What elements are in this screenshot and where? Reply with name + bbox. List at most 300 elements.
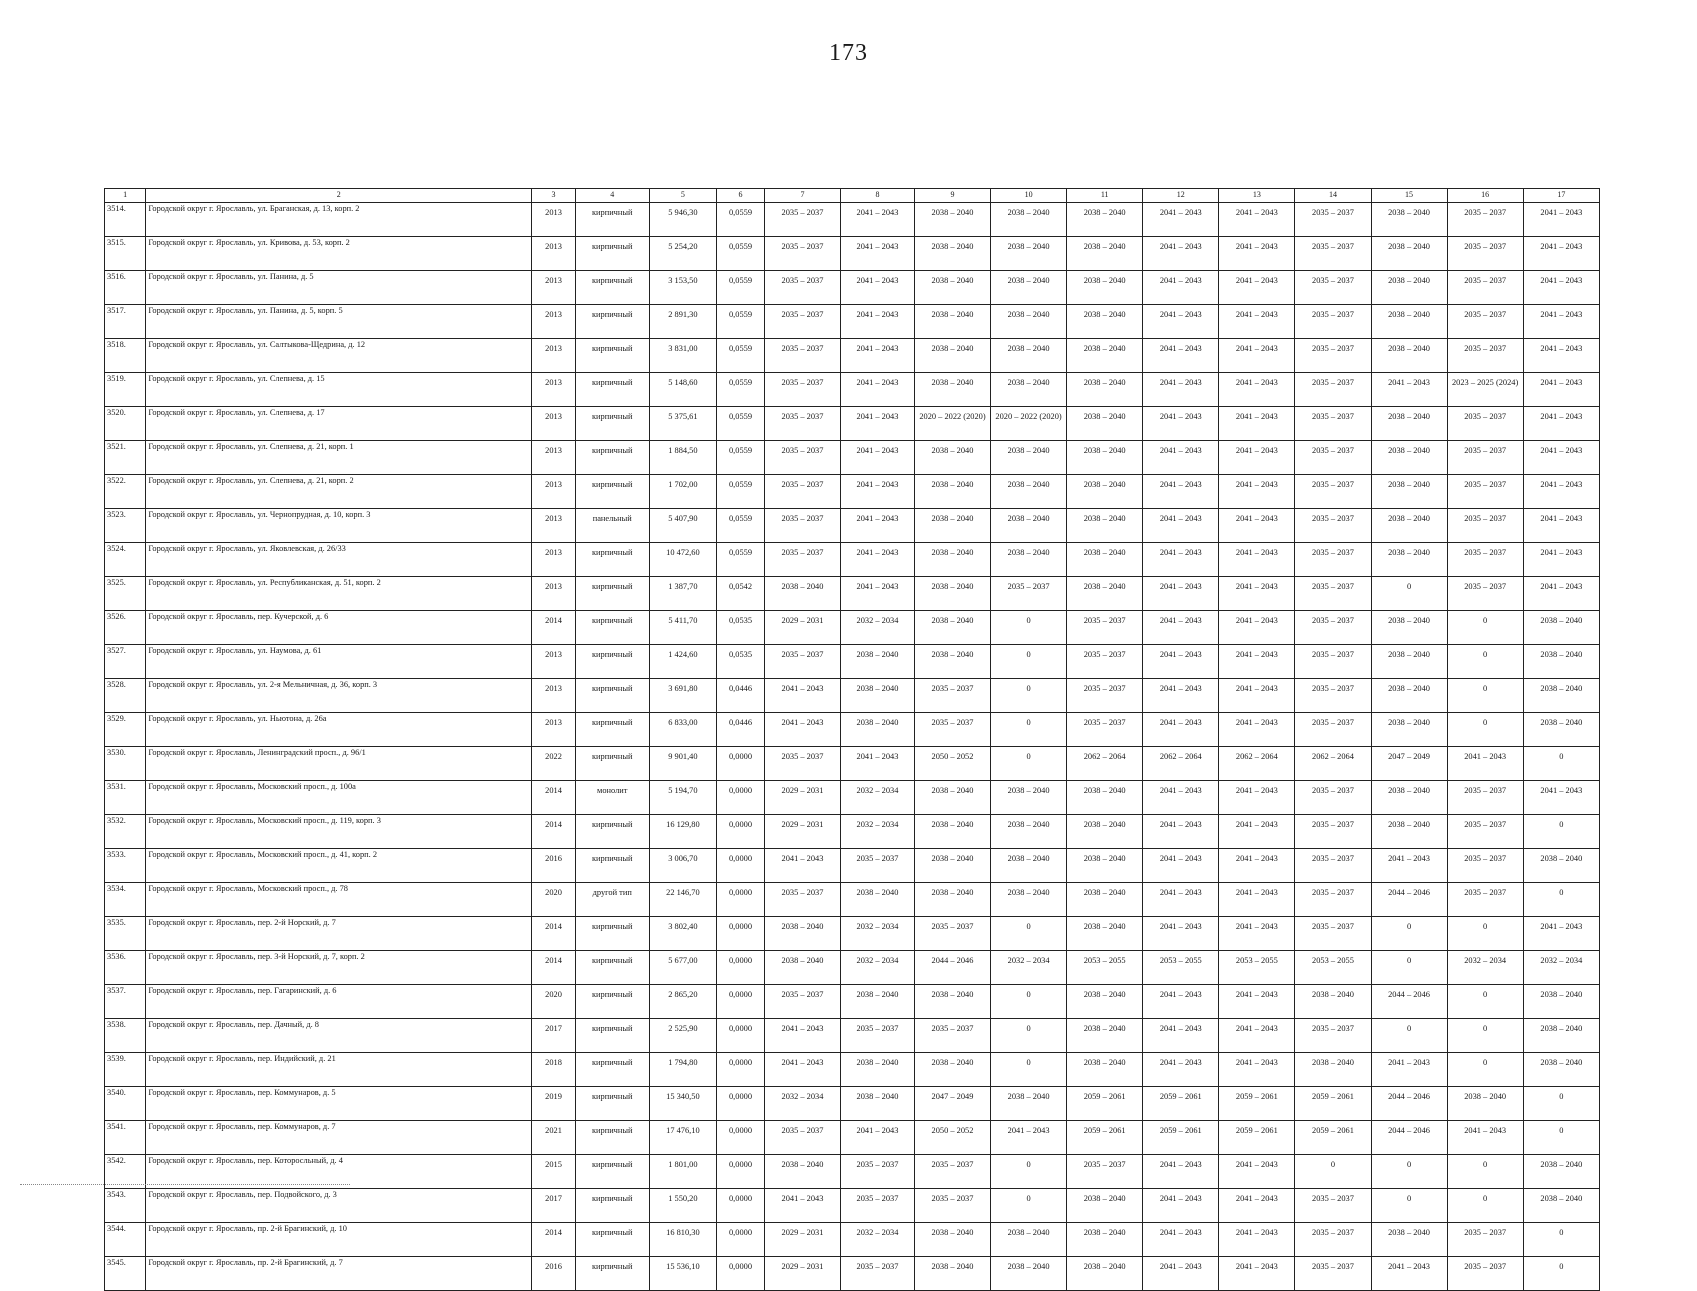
table-cell: 2021	[532, 1121, 575, 1155]
table-cell: 0,0559	[717, 237, 765, 271]
table-cell: 2038 – 2040	[841, 1053, 915, 1087]
table-row	[105, 271, 1600, 305]
table-cell: 2038 – 2040	[991, 475, 1067, 509]
table-cell: 2035 – 2037	[1447, 271, 1523, 305]
table-cell: 2041 – 2043	[764, 849, 840, 883]
table-cell: 2035 – 2037	[764, 237, 840, 271]
table-cell: 2041 – 2043	[1523, 305, 1599, 339]
address-cell: Городской округ г. Ярославль, Московский просп., д. 41, корп. 2	[146, 849, 532, 883]
table-cell: 2029 – 2031	[764, 611, 840, 645]
row-number-cell: 3523.	[105, 509, 146, 543]
table-cell: 2041 – 2043	[1523, 509, 1599, 543]
table-cell: 0	[1447, 679, 1523, 713]
table-cell: 0	[991, 747, 1067, 781]
row-number-cell: 3539.	[105, 1053, 146, 1087]
table-cell: 2038 – 2040	[914, 883, 990, 917]
table-cell: 2035 – 2037	[764, 883, 840, 917]
table-cell: 2013	[532, 407, 575, 441]
table-cell: 1 424,60	[649, 645, 716, 679]
table-cell: 2038 – 2040	[1067, 543, 1143, 577]
table-cell: 2041 – 2043	[1219, 611, 1295, 645]
table-cell: 2038 – 2040	[1067, 475, 1143, 509]
table-cell: 2038 – 2040	[991, 441, 1067, 475]
table-cell: 2041 – 2043	[1143, 1053, 1219, 1087]
table-cell: 2041 – 2043	[1219, 509, 1295, 543]
table-cell: 2053 – 2055	[1295, 951, 1371, 985]
table-cell: 0	[1447, 1053, 1523, 1087]
table-cell: 2038 – 2040	[914, 339, 990, 373]
table-cell: 2032 – 2034	[841, 781, 915, 815]
table-cell: 2038 – 2040	[914, 237, 990, 271]
table-cell: 0,0000	[717, 747, 765, 781]
address-cell: Городской округ г. Ярославль, Московский просп., д. 100а	[146, 781, 532, 815]
table-cell: 2038 – 2040	[1295, 1053, 1371, 1087]
table-row	[105, 407, 1600, 441]
table-cell: 2041 – 2043	[1523, 271, 1599, 305]
table-cell: 0	[1295, 1155, 1371, 1189]
table-cell: 0	[1523, 1223, 1599, 1257]
table-cell: 2038 – 2040	[1371, 339, 1447, 373]
table-cell: 0,0000	[717, 951, 765, 985]
address-cell: Городской округ г. Ярославль, ул. Панина, д. 5, корп. 5	[146, 305, 532, 339]
address-cell: Городской округ г. Ярославль, Московский просп., д. 78	[146, 883, 532, 917]
address-cell: Городской округ г. Ярославль, пер. Которосльный, д. 4	[146, 1155, 532, 1189]
table-cell: 2038 – 2040	[1067, 305, 1143, 339]
table-cell: 2041 – 2043	[1219, 679, 1295, 713]
table-cell: 0	[1447, 985, 1523, 1019]
table-cell: 0,0446	[717, 679, 765, 713]
table-cell: кирпичный	[575, 577, 649, 611]
table-cell: монолит	[575, 781, 649, 815]
table-cell: 2018	[532, 1053, 575, 1087]
table-cell: 2053 – 2055	[1067, 951, 1143, 985]
table-cell: 2047 – 2049	[914, 1087, 990, 1121]
table-cell: 2014	[532, 1223, 575, 1257]
table-cell: 2035 – 2037	[1447, 305, 1523, 339]
table-cell: 2038 – 2040	[764, 951, 840, 985]
row-number-cell: 3518.	[105, 339, 146, 373]
table-cell: 2 865,20	[649, 985, 716, 1019]
table-cell: 2038 – 2040	[1371, 1223, 1447, 1257]
table-cell: 2041 – 2043	[1219, 1053, 1295, 1087]
table-cell: 2041 – 2043	[1523, 577, 1599, 611]
row-number-cell: 3540.	[105, 1087, 146, 1121]
table-cell: 0,0535	[717, 645, 765, 679]
table-cell: 2016	[532, 849, 575, 883]
address-cell: Городской округ г. Ярославль, пер. Коммунаров, д. 5	[146, 1087, 532, 1121]
table-cell: 2041 – 2043	[841, 543, 915, 577]
table-cell: кирпичный	[575, 815, 649, 849]
table-cell: 2035 – 2037	[764, 509, 840, 543]
table-cell: 2038 – 2040	[991, 1087, 1067, 1121]
table-cell: 2041 – 2043	[1523, 543, 1599, 577]
table-cell: кирпичный	[575, 985, 649, 1019]
table-cell: другой тип	[575, 883, 649, 917]
table-cell: 9 901,40	[649, 747, 716, 781]
column-header-11: 11	[1067, 189, 1143, 203]
row-number-cell: 3538.	[105, 1019, 146, 1053]
table-cell: 2038 – 2040	[1523, 645, 1599, 679]
table-cell: 2041 – 2043	[1143, 339, 1219, 373]
column-header-15: 15	[1371, 189, 1447, 203]
table-body	[105, 203, 1600, 1291]
table-cell: 2035 – 2037	[841, 1189, 915, 1223]
table-cell: кирпичный	[575, 339, 649, 373]
table-cell: 2038 – 2040	[1371, 713, 1447, 747]
address-cell: Городской округ г. Ярославль, ул. Панина, д. 5	[146, 271, 532, 305]
table-cell: 2038 – 2040	[1067, 509, 1143, 543]
table-cell: 1 794,80	[649, 1053, 716, 1087]
table-cell: 2035 – 2037	[1295, 407, 1371, 441]
table-cell: кирпичный	[575, 1223, 649, 1257]
table-cell: 2035 – 2037	[841, 849, 915, 883]
table-cell: 2041 – 2043	[1523, 373, 1599, 407]
row-number-cell: 3525.	[105, 577, 146, 611]
table-cell: 2032 – 2034	[841, 917, 915, 951]
table-cell: 0,0535	[717, 611, 765, 645]
table-cell: кирпичный	[575, 1257, 649, 1291]
table-cell: 2041 – 2043	[841, 373, 915, 407]
column-header-13: 13	[1219, 189, 1295, 203]
table-cell: 2041 – 2043	[1143, 781, 1219, 815]
table-cell: 2038 – 2040	[1067, 271, 1143, 305]
table-row	[105, 985, 1600, 1019]
table-cell: кирпичный	[575, 305, 649, 339]
table-cell: 2035 – 2037	[1447, 1257, 1523, 1291]
table-cell: 2041 – 2043	[1219, 373, 1295, 407]
table-cell: 2035 – 2037	[1295, 373, 1371, 407]
table-row	[105, 849, 1600, 883]
table-cell: 2035 – 2037	[1447, 441, 1523, 475]
table-cell: 2038 – 2040	[991, 883, 1067, 917]
table-cell: 2038 – 2040	[1371, 305, 1447, 339]
table-cell: 2041 – 2043	[841, 203, 915, 237]
table-cell: 0,0000	[717, 1257, 765, 1291]
column-header-6: 6	[717, 189, 765, 203]
table-cell: 2038 – 2040	[1371, 475, 1447, 509]
table-cell: 2038 – 2040	[1067, 339, 1143, 373]
table-cell: 2038 – 2040	[914, 849, 990, 883]
table-cell: 2038 – 2040	[1371, 509, 1447, 543]
table-cell: 2041 – 2043	[1143, 577, 1219, 611]
table-cell: 2035 – 2037	[1447, 1223, 1523, 1257]
table-cell: 5 254,20	[649, 237, 716, 271]
column-header-9: 9	[914, 189, 990, 203]
table-cell: 2038 – 2040	[1067, 849, 1143, 883]
row-number-cell: 3531.	[105, 781, 146, 815]
table-cell: 2020	[532, 985, 575, 1019]
row-number-cell: 3517.	[105, 305, 146, 339]
table-cell: 2038 – 2040	[1067, 917, 1143, 951]
table-cell: 2035 – 2037	[1295, 1189, 1371, 1223]
table-row	[105, 339, 1600, 373]
table-cell: 2041 – 2043	[1143, 509, 1219, 543]
table-cell: 2041 – 2043	[764, 1053, 840, 1087]
table-cell: 2044 – 2046	[1371, 883, 1447, 917]
table-cell: 2032 – 2034	[841, 815, 915, 849]
table-cell: 2035 – 2037	[764, 407, 840, 441]
table-cell: 2038 – 2040	[991, 509, 1067, 543]
table-cell: 2038 – 2040	[1371, 237, 1447, 271]
table-cell: 2038 – 2040	[991, 373, 1067, 407]
table-cell: 2041 – 2043	[1219, 203, 1295, 237]
table-cell: 2013	[532, 441, 575, 475]
table-cell: 2038 – 2040	[1523, 713, 1599, 747]
table-cell: 2013	[532, 645, 575, 679]
table-cell: 2038 – 2040	[841, 1087, 915, 1121]
table-cell: 2038 – 2040	[914, 441, 990, 475]
address-cell: Городской округ г. Ярославль, пер. Дачный, д. 8	[146, 1019, 532, 1053]
table-cell: 5 407,90	[649, 509, 716, 543]
column-header-1: 1	[105, 189, 146, 203]
row-number-cell: 3527.	[105, 645, 146, 679]
table-row	[105, 611, 1600, 645]
table-cell: 2041 – 2043	[1219, 237, 1295, 271]
table-cell: 2041 – 2043	[1219, 1189, 1295, 1223]
table-cell: 2038 – 2040	[991, 815, 1067, 849]
table-cell: 2035 – 2037	[764, 441, 840, 475]
table-cell: 2038 – 2040	[914, 645, 990, 679]
address-cell: Городской округ г. Ярославль, пер. Индийский, д. 21	[146, 1053, 532, 1087]
table-cell: 3 691,80	[649, 679, 716, 713]
table-cell: 2038 – 2040	[914, 611, 990, 645]
table-cell: 2038 – 2040	[764, 1155, 840, 1189]
table-cell: 0	[991, 713, 1067, 747]
table-cell: 2041 – 2043	[1219, 849, 1295, 883]
table-cell: 2041 – 2043	[1219, 1019, 1295, 1053]
table-cell: 0,0542	[717, 577, 765, 611]
table-cell: 0	[991, 679, 1067, 713]
table-cell: 2035 – 2037	[1295, 611, 1371, 645]
table-cell: 2041 – 2043	[1219, 1257, 1295, 1291]
table-row	[105, 747, 1600, 781]
table-cell: 0	[991, 1155, 1067, 1189]
table-cell: 2050 – 2052	[914, 747, 990, 781]
table-cell: 2014	[532, 917, 575, 951]
table-cell: 2035 – 2037	[1295, 917, 1371, 951]
address-cell: Городской округ г. Ярославль, пер. Подвойского, д. 3	[146, 1189, 532, 1223]
table-cell: 2041 – 2043	[1143, 645, 1219, 679]
table-cell: 2038 – 2040	[1523, 1053, 1599, 1087]
table-cell: 2035 – 2037	[841, 1257, 915, 1291]
table-cell: 1 550,20	[649, 1189, 716, 1223]
table-cell: 2038 – 2040	[1523, 1189, 1599, 1223]
table-cell: 2041 – 2043	[764, 1019, 840, 1053]
table-cell: 3 153,50	[649, 271, 716, 305]
table-row	[105, 917, 1600, 951]
row-number-cell: 3521.	[105, 441, 146, 475]
table-cell: 0	[1523, 1087, 1599, 1121]
table-cell: 0,0000	[717, 815, 765, 849]
table-cell: 0	[1371, 1189, 1447, 1223]
table-cell: 2035 – 2037	[764, 1121, 840, 1155]
table-cell: 2038 – 2040	[1523, 611, 1599, 645]
address-cell: Городской округ г. Ярославль, ул. Салтыкова-Щедрина, д. 12	[146, 339, 532, 373]
table-cell: 2041 – 2043	[841, 1121, 915, 1155]
table-row	[105, 1019, 1600, 1053]
row-number-cell: 3528.	[105, 679, 146, 713]
table-row	[105, 543, 1600, 577]
table-cell: 2035 – 2037	[1295, 339, 1371, 373]
row-number-cell: 3534.	[105, 883, 146, 917]
table-cell: 2013	[532, 475, 575, 509]
table-cell: 2041 – 2043	[1143, 407, 1219, 441]
table-cell: кирпичный	[575, 1019, 649, 1053]
address-cell: Городской округ г. Ярославль, пр. 2-й Брагинский, д. 10	[146, 1223, 532, 1257]
table-cell: 2041 – 2043	[1143, 237, 1219, 271]
table-cell: 2059 – 2061	[1143, 1087, 1219, 1121]
table-cell: 2038 – 2040	[841, 713, 915, 747]
page-number: 173	[829, 40, 868, 66]
table-cell: 2013	[532, 203, 575, 237]
table-cell: 2038 – 2040	[764, 917, 840, 951]
table-cell: 16 810,30	[649, 1223, 716, 1257]
table-cell: 2041 – 2043	[764, 1189, 840, 1223]
table-cell: 2038 – 2040	[1447, 1087, 1523, 1121]
table-cell: 2041 – 2043	[1219, 577, 1295, 611]
table-cell: 2035 – 2037	[1295, 475, 1371, 509]
table-cell: 2038 – 2040	[841, 645, 915, 679]
table-cell: 2041 – 2043	[1219, 645, 1295, 679]
table-cell: 2041 – 2043	[1219, 543, 1295, 577]
table-cell: кирпичный	[575, 747, 649, 781]
table-cell: 2041 – 2043	[764, 713, 840, 747]
table-row	[105, 509, 1600, 543]
address-cell: Городской округ г. Ярославль, ул. Республиканская, д. 51, корп. 2	[146, 577, 532, 611]
table-cell: 2038 – 2040	[991, 271, 1067, 305]
table-cell: кирпичный	[575, 1121, 649, 1155]
row-number-cell: 3530.	[105, 747, 146, 781]
table-cell: 2035 – 2037	[914, 679, 990, 713]
table-cell: 2041 – 2043	[1219, 441, 1295, 475]
table-cell: 2038 – 2040	[841, 679, 915, 713]
table-cell: 2016	[532, 1257, 575, 1291]
table-row	[105, 815, 1600, 849]
table-cell: 2041 – 2043	[1219, 1223, 1295, 1257]
table-cell: 2038 – 2040	[991, 203, 1067, 237]
table-cell: 2041 – 2043	[1143, 883, 1219, 917]
table-cell: 2041 – 2043	[841, 747, 915, 781]
table-cell: 2044 – 2046	[1371, 1087, 1447, 1121]
table-cell: 2038 – 2040	[914, 1053, 990, 1087]
address-cell: Городской округ г. Ярославль, ул. Слепнева, д. 15	[146, 373, 532, 407]
row-number-cell: 3522.	[105, 475, 146, 509]
table-cell: 2041 – 2043	[1143, 679, 1219, 713]
table-cell: кирпичный	[575, 951, 649, 985]
table-cell: кирпичный	[575, 543, 649, 577]
table-cell: 2038 – 2040	[1067, 883, 1143, 917]
table-cell: кирпичный	[575, 1189, 649, 1223]
table-cell: 0	[1447, 713, 1523, 747]
table-cell: панельный	[575, 509, 649, 543]
table-cell: 2062 – 2064	[1219, 747, 1295, 781]
table-cell: 2041 – 2043	[1523, 339, 1599, 373]
table-row	[105, 679, 1600, 713]
row-number-cell: 3516.	[105, 271, 146, 305]
table-cell: 2038 – 2040	[1371, 203, 1447, 237]
column-header-10: 10	[991, 189, 1067, 203]
table-cell: 2038 – 2040	[1371, 645, 1447, 679]
row-number-cell: 3545.	[105, 1257, 146, 1291]
table-cell: 2038 – 2040	[914, 815, 990, 849]
table-cell: 0	[1447, 1189, 1523, 1223]
table-cell: 2035 – 2037	[991, 577, 1067, 611]
table-cell: 2038 – 2040	[1295, 985, 1371, 1019]
table-cell: 0	[1523, 815, 1599, 849]
table-cell: 2038 – 2040	[991, 849, 1067, 883]
table-cell: 0,0000	[717, 1087, 765, 1121]
table-cell: 2035 – 2037	[1295, 543, 1371, 577]
table-cell: 2038 – 2040	[914, 543, 990, 577]
table-cell: 2038 – 2040	[1067, 441, 1143, 475]
table-cell: 2038 – 2040	[764, 577, 840, 611]
table-cell: 0	[1523, 1121, 1599, 1155]
table-cell: 2035 – 2037	[1447, 781, 1523, 815]
table-cell: кирпичный	[575, 407, 649, 441]
table-cell: 2041 – 2043	[1143, 985, 1219, 1019]
table-cell: 2032 – 2034	[841, 1223, 915, 1257]
table-cell: 2041 – 2043	[841, 441, 915, 475]
row-number-cell: 3529.	[105, 713, 146, 747]
table-cell: 2038 – 2040	[1371, 679, 1447, 713]
table-cell: 0,0559	[717, 407, 765, 441]
table-cell: 2032 – 2034	[764, 1087, 840, 1121]
table-cell: 2035 – 2037	[1447, 543, 1523, 577]
table-cell: 2062 – 2064	[1067, 747, 1143, 781]
table-cell: 0,0000	[717, 883, 765, 917]
table-cell: 2035 – 2037	[764, 747, 840, 781]
row-number-cell: 3533.	[105, 849, 146, 883]
table-cell: 2041 – 2043	[1219, 475, 1295, 509]
table-cell: 2053 – 2055	[1143, 951, 1219, 985]
table-cell: 0	[991, 611, 1067, 645]
table-cell: 2035 – 2037	[1295, 203, 1371, 237]
table-cell: 2035 – 2037	[1295, 815, 1371, 849]
table-cell: 2035 – 2037	[1295, 849, 1371, 883]
table-cell: кирпичный	[575, 611, 649, 645]
table-row	[105, 441, 1600, 475]
row-number-cell: 3535.	[105, 917, 146, 951]
table-cell: кирпичный	[575, 917, 649, 951]
address-cell: Городской округ г. Ярославль, пер. Гагаринский, д. 6	[146, 985, 532, 1019]
table-cell: 2013	[532, 509, 575, 543]
table-cell: 2041 – 2043	[1219, 883, 1295, 917]
row-number-cell: 3541.	[105, 1121, 146, 1155]
table-cell: 3 831,00	[649, 339, 716, 373]
table-cell: 2032 – 2034	[991, 951, 1067, 985]
table-cell: 2041 – 2043	[1371, 373, 1447, 407]
table-cell: 2035 – 2037	[1447, 339, 1523, 373]
table-cell: 0,0559	[717, 271, 765, 305]
table-cell: 0,0559	[717, 475, 765, 509]
table-cell: 2014	[532, 611, 575, 645]
table-cell: 2038 – 2040	[841, 985, 915, 1019]
table-cell: 2041 – 2043	[1143, 373, 1219, 407]
table-cell: 2041 – 2043	[1143, 1019, 1219, 1053]
row-number-cell: 3519.	[105, 373, 146, 407]
table-cell: 2013	[532, 577, 575, 611]
table-cell: 2044 – 2046	[1371, 985, 1447, 1019]
table-cell: 2041 – 2043	[1143, 917, 1219, 951]
table-cell: 0,0559	[717, 373, 765, 407]
table-cell: 5 148,60	[649, 373, 716, 407]
table-cell: 17 476,10	[649, 1121, 716, 1155]
table-cell: 2053 – 2055	[1219, 951, 1295, 985]
table-cell: 2038 – 2040	[991, 543, 1067, 577]
table-cell: 2038 – 2040	[1523, 1155, 1599, 1189]
table-cell: 2035 – 2037	[1295, 509, 1371, 543]
table-cell: 2038 – 2040	[1067, 1053, 1143, 1087]
